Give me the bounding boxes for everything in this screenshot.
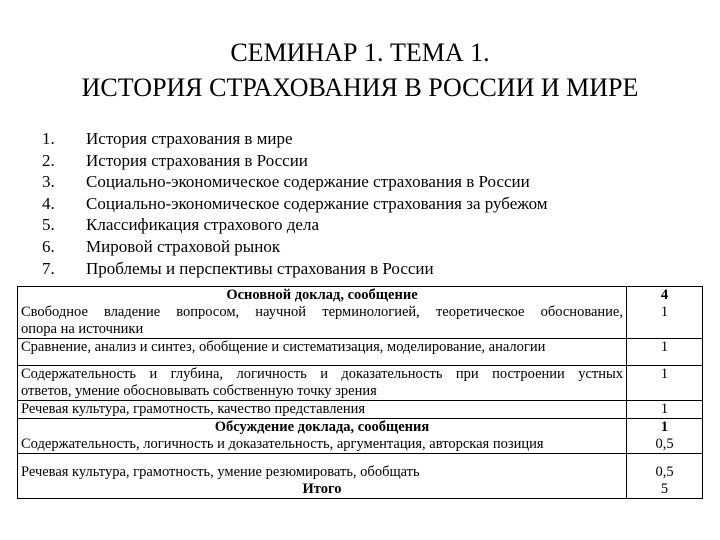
- criterion-text: Речевая культура, грамотность, умение резюмировать, обобщать: [21, 464, 420, 480]
- criteria-cell: [18, 419, 627, 454]
- item-text: Социально-экономическое содержание страхования за рубежом: [86, 193, 548, 213]
- section-points: 4: [660, 287, 669, 303]
- item-text: Мировой страховой рынок: [86, 236, 281, 256]
- list-item: [42, 193, 548, 215]
- section-points: 1: [660, 419, 669, 435]
- item-number: 7.: [42, 258, 55, 278]
- list-item: [42, 150, 548, 172]
- criteria-cell: [18, 366, 627, 401]
- item-number: 1.: [42, 129, 55, 148]
- points-cell: [627, 454, 703, 499]
- section-title-main-report: Основной доклад, сообщение: [226, 287, 418, 303]
- item-number: 6.: [42, 236, 55, 256]
- points-cell: [627, 401, 703, 419]
- table-row: [18, 454, 703, 499]
- criteria-cell: [18, 454, 627, 499]
- item-text: История страхования в мире: [86, 129, 293, 148]
- item-text: Проблемы и перспективы страхования в России: [86, 258, 434, 278]
- criterion-text: опора на источники: [21, 321, 144, 337]
- grading-table: [17, 286, 703, 499]
- points-cell: [627, 419, 703, 454]
- points-cell: [627, 366, 703, 401]
- list-item: [42, 171, 548, 193]
- title-line-1: СЕМИНАР 1. ТЕМА 1.: [230, 38, 490, 67]
- title-line-2: ИСТОРИЯ СТРАХОВАНИЯ В РОССИИ И МИРЕ: [81, 73, 639, 102]
- table-row: [18, 339, 703, 366]
- list-item: [42, 128, 548, 150]
- item-text: Классификация страхового дела: [86, 215, 319, 235]
- criterion-points: 0,5: [655, 436, 674, 452]
- criterion-points: 1: [660, 401, 669, 417]
- total-label: Итого: [302, 481, 342, 497]
- section-title-discussion: Обсуждение доклада, сообщения: [214, 419, 430, 435]
- table-row: [18, 419, 703, 454]
- criterion-text: Речевая культура, грамотность, качество представления: [21, 401, 366, 417]
- criterion-points: 1: [660, 304, 669, 320]
- table-row: [18, 287, 703, 339]
- criteria-cell: [18, 401, 627, 419]
- criterion-points: 0,5: [655, 464, 674, 480]
- item-text: История страхования в России: [86, 150, 308, 170]
- criterion-text: Свободное владение вопросом, научной терминологией, теоретическое обоснование,: [21, 304, 623, 320]
- item-number: 5.: [42, 215, 55, 235]
- topic-list: [42, 128, 548, 279]
- criterion-text: Содержательность, логичность и доказательность, аргументация, авторская позиция: [21, 436, 544, 452]
- table-row: [18, 401, 703, 419]
- item-number: 3.: [42, 172, 55, 192]
- points-cell: [627, 339, 703, 366]
- list-item: [42, 214, 548, 236]
- item-text: Социально-экономическое содержание страхования в России: [86, 172, 530, 192]
- table-row: [18, 366, 703, 401]
- criterion-points: 1: [660, 366, 669, 382]
- criteria-cell: [18, 339, 627, 366]
- list-item: [42, 236, 548, 258]
- points-cell: [627, 287, 703, 339]
- item-number: 2.: [42, 150, 55, 170]
- criterion-text: ответов, умение обосновывать собственную точку зрения: [21, 383, 377, 399]
- item-number: 4.: [42, 193, 55, 213]
- criteria-cell: [18, 287, 627, 339]
- criterion-text: Содержательность и глубина, логичность и доказательность при построении устных: [21, 366, 623, 382]
- list-item: [42, 258, 548, 280]
- criterion-points: 1: [660, 339, 669, 355]
- criterion-text: Сравнение, анализ и синтез, обобщение и систематизация, моделирование, аналогии: [21, 339, 546, 355]
- total-points: 5: [660, 481, 669, 497]
